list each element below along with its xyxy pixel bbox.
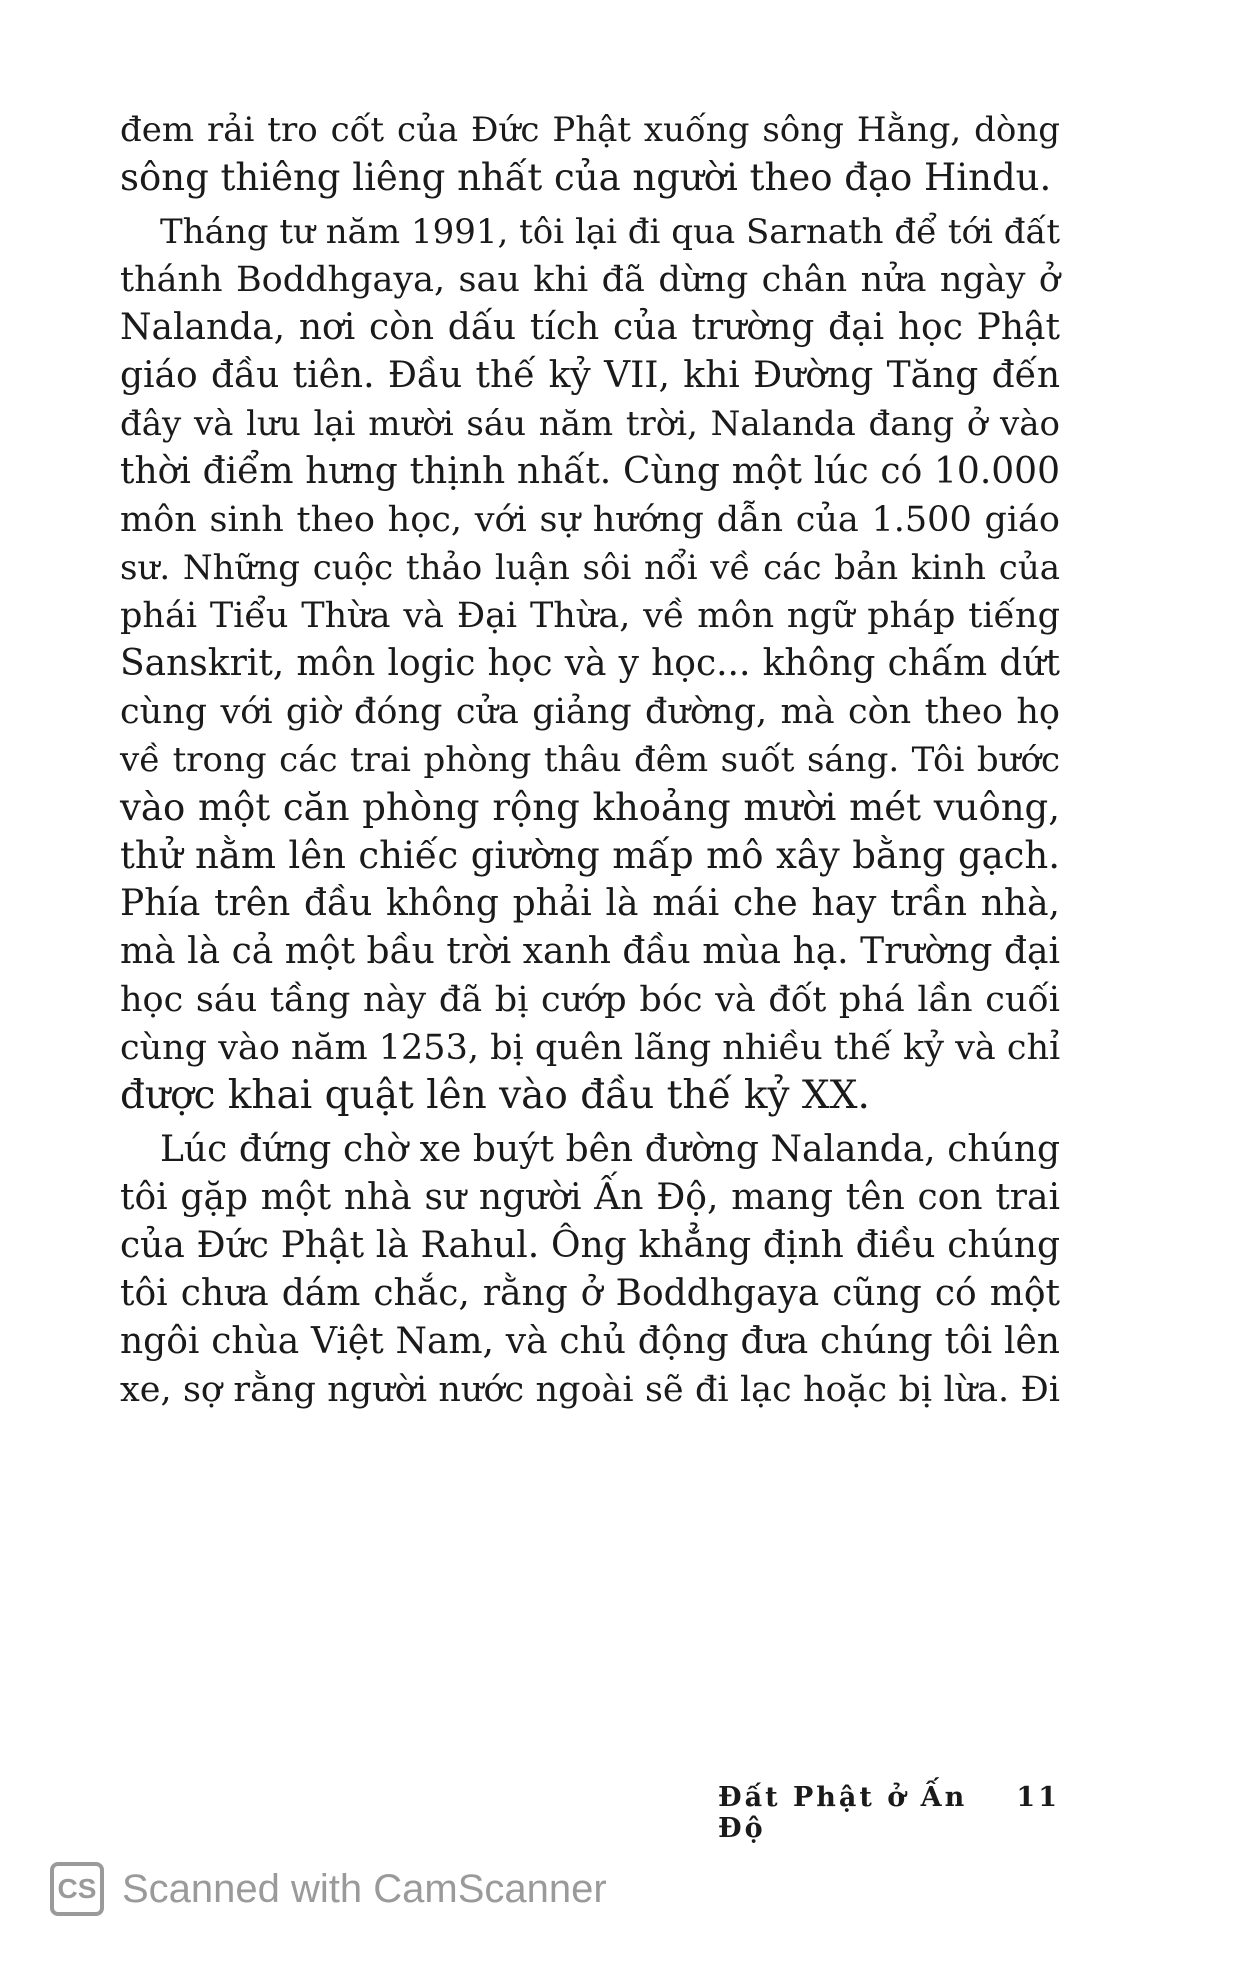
text-line: Phía trên đầu không phải là mái che hay trần nhà, bbox=[120, 883, 1060, 924]
text-line: tôi chưa dám chắc, rằng ở Boddhgaya cũng có một bbox=[120, 1273, 1060, 1314]
page-footer bbox=[718, 1782, 1060, 1844]
text-line: tôi gặp một nhà sư người Ấn Độ, mang tên con trai bbox=[120, 1177, 1060, 1218]
text-line: Lúc đứng chờ xe buýt bên đường Nalanda, chúng bbox=[160, 1129, 1060, 1170]
text-line: sư. Những cuộc thảo luận sôi nổi về các bản kinh của bbox=[120, 548, 1060, 588]
text-line: phái Tiểu Thừa và Đại Thừa, về môn ngữ pháp tiếng bbox=[120, 596, 1060, 636]
text-line: được khai quật lên vào đầu thế kỷ XX. bbox=[120, 1073, 870, 1118]
text-line: đây và lưu lại mười sáu năm trời, Nalanda đang ở vào bbox=[120, 404, 1060, 444]
text-line: về trong các trai phòng thâu đêm suốt sáng. Tôi bước bbox=[120, 740, 1060, 780]
text-line: Nalanda, nơi còn dấu tích của trường đại học Phật bbox=[120, 307, 1060, 348]
text-line: của Đức Phật là Rahul. Ông khẳng định điều chúng bbox=[120, 1225, 1060, 1266]
text-line: thánh Boddhgaya, sau khi đã dừng chân nửa ngày ở bbox=[120, 260, 1060, 300]
text-line: xe, sợ rằng người nước ngoài sẽ đi lạc hoặc bị lừa. Đi bbox=[120, 1370, 1060, 1410]
text-line: cùng với giờ đóng cửa giảng đường, mà còn theo họ bbox=[120, 692, 1060, 732]
running-title: Đất Phật ở Ấn Độ bbox=[718, 1782, 968, 1844]
text-line: giáo đầu tiên. Đầu thế kỷ VII, khi Đường Tăng đến bbox=[120, 355, 1060, 396]
text-line: học sáu tầng này đã bị cướp bóc và đốt phá lần cuối bbox=[120, 980, 1060, 1020]
text-line: môn sinh theo học, với sự hướng dẫn của 1.500 giáo bbox=[120, 500, 1060, 540]
camscanner-logo-icon: CS bbox=[50, 1862, 104, 1916]
text-line: sông thiêng liêng nhất của người theo đạo Hindu. bbox=[120, 156, 1052, 199]
text-line: thời điểm hưng thịnh nhất. Cùng một lúc có 10.000 bbox=[120, 451, 1060, 492]
page-number: 11 bbox=[1016, 1782, 1060, 1813]
text-line: Tháng tư năm 1991, tôi lại đi qua Sarnath để tới đất bbox=[160, 212, 1060, 252]
text-line: vào một căn phòng rộng khoảng mười mét vuông, bbox=[120, 786, 1060, 829]
watermark-text: Scanned with CamScanner bbox=[122, 1866, 607, 1911]
text-line: ngôi chùa Việt Nam, và chủ động đưa chúng tôi lên bbox=[120, 1321, 1060, 1362]
camscanner-watermark bbox=[50, 1862, 607, 1916]
text-line: thử nằm lên chiếc giường mấp mô xây bằng gạch. bbox=[120, 834, 1060, 877]
text-line: mà là cả một bầu trời xanh đầu mùa hạ. Trường đại bbox=[120, 931, 1060, 972]
text-line: đem rải tro cốt của Đức Phật xuống sông Hằng, dòng bbox=[120, 110, 1060, 150]
text-line: cùng vào năm 1253, bị quên lãng nhiều thế kỷ và chỉ bbox=[120, 1028, 1061, 1068]
text-line: Sanskrit, môn logic học và y học... không chấm dứt bbox=[120, 643, 1060, 684]
